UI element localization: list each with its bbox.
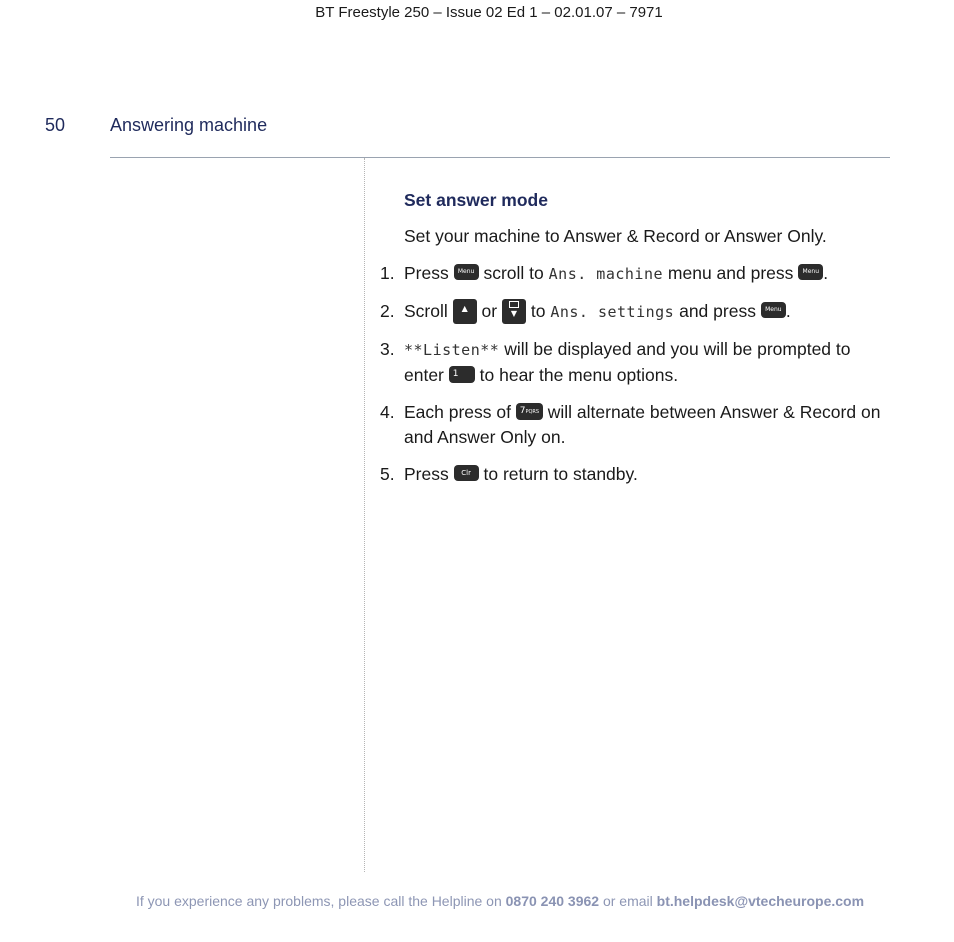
lcd-text: Ans. machine <box>548 265 664 283</box>
step-text: scroll to <box>483 263 544 283</box>
step-text: menu and press <box>667 263 794 283</box>
footer-text: If you experience any problems, please call the Helpline on <box>135 893 502 909</box>
step-4 <box>380 400 890 450</box>
step-5 <box>380 462 890 487</box>
footer-text: or email <box>602 893 653 909</box>
scroll-down-key-icon <box>502 299 526 324</box>
step-text: . <box>823 263 829 283</box>
step-number: 5. <box>380 464 395 484</box>
step-1 <box>380 261 890 287</box>
key-7-icon <box>516 403 543 420</box>
step-text: and press <box>679 301 756 321</box>
helpdesk-email: bt.helpdesk@vtecheurope.com <box>656 893 865 909</box>
step-number: 1. <box>380 263 395 283</box>
step-number: 3. <box>380 339 395 359</box>
redial-box-icon <box>509 301 519 308</box>
step-number: 4. <box>380 402 395 422</box>
step-text: . <box>785 301 791 321</box>
step-text: Each press of <box>404 402 511 422</box>
down-arrow-icon: ▼ <box>510 308 518 318</box>
section-name: Answering machine <box>110 115 268 135</box>
step-number: 2. <box>380 301 395 321</box>
menu-key-icon: Menu <box>798 264 823 280</box>
key-7-digit: 7 <box>519 405 526 416</box>
step-2 <box>380 299 890 325</box>
lcd-text: Ans. settings <box>550 303 675 321</box>
key-7-letters: PQRS <box>525 408 540 415</box>
column-divider <box>364 158 365 872</box>
step-3 <box>380 337 890 388</box>
key-1-icon: 1 <box>449 366 475 383</box>
step-text: or <box>481 301 498 321</box>
clear-key-icon: Clr <box>454 465 479 481</box>
intro-text: Set your machine to Answer & Record or Answer Only. <box>404 226 827 246</box>
header-rule <box>110 157 890 158</box>
helpline-phone: 0870 240 3962 <box>505 893 600 909</box>
document-id: BT Freestyle 250 – Issue 02 Ed 1 – 02.01.07 – 7971 <box>315 4 663 21</box>
step-text: to <box>530 301 546 321</box>
steps-list <box>380 261 890 487</box>
step-text: Press <box>404 464 449 484</box>
step-text: Scroll <box>404 301 448 321</box>
step-text: to return to standby. <box>483 464 638 484</box>
step-text: will be displayed and you will be prompted to enter <box>404 339 851 385</box>
helpline-footer <box>0 893 954 909</box>
section-title: Set answer mode <box>404 190 548 210</box>
lcd-text: **Listen** <box>404 341 500 359</box>
step-text: will alternate between Answer & Record on and Answer Only on. <box>404 402 881 447</box>
menu-key-icon: Menu <box>454 264 479 280</box>
menu-key-icon: Menu <box>761 302 786 318</box>
scroll-up-key-icon: ▲ <box>453 299 477 324</box>
step-text: to hear the menu options. <box>479 365 679 385</box>
step-text: Press <box>404 263 449 283</box>
page-number: 50 <box>45 115 66 135</box>
main-content <box>380 188 890 499</box>
